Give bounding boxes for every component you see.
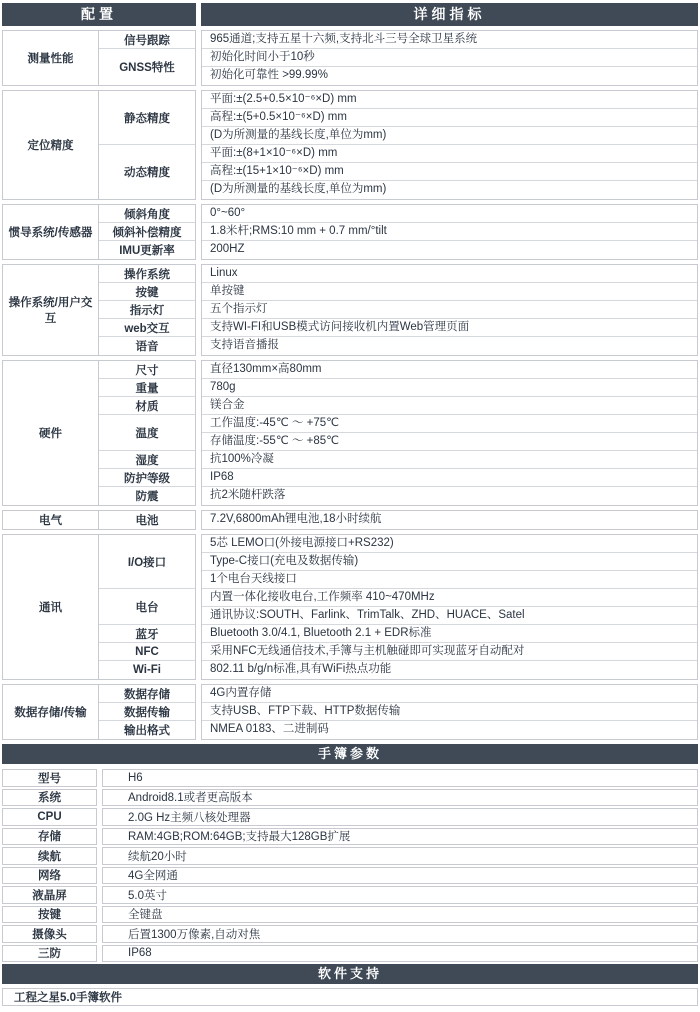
- spec-group-left: [2, 360, 196, 506]
- spec-value-cell: 5芯 LEMO口(外接电源接口+RS232): [202, 535, 697, 553]
- param-label-cell: 系统: [2, 789, 97, 807]
- sub-item-column: [99, 535, 195, 679]
- spec-value-cell: 抗100%冷凝: [202, 451, 697, 469]
- param-row: [2, 828, 698, 846]
- spec-value-cell: 直径130mm×高80mm: [202, 361, 697, 379]
- spec-value-cell: 通讯协议:SOUTH、Farlink、TrimTalk、ZHD、HUACE、Satel: [202, 607, 697, 625]
- spec-value-cell: 7.2V,6800mAh锂电池,18小时续航: [210, 513, 382, 525]
- spec-value-cell: 1.8米杆;RMS:10 mm + 0.7 mm/°tilt: [202, 223, 697, 241]
- sub-item-column: [99, 31, 195, 85]
- spec-label-cell: 防震: [135, 491, 159, 503]
- spec-value-cell: 高程:±(5+0.5×10⁻⁶×D) mm: [202, 109, 697, 127]
- header-config: 配置: [2, 3, 196, 26]
- controller-section-header: 手簿参数: [2, 744, 698, 764]
- param-label-cell: 液晶屏: [2, 886, 97, 904]
- param-value-cell: 2.0G Hz主频八核处理器: [102, 808, 698, 826]
- spec-label-cell: 温度: [99, 415, 195, 451]
- param-value-cell: Android8.1或者更高版本: [102, 789, 698, 807]
- spec-label-cell: 重量: [99, 379, 195, 397]
- param-label-cell: 存储: [2, 828, 97, 846]
- param-row: [2, 847, 698, 865]
- param-value-cell: H6: [102, 769, 698, 787]
- main-table-header: [2, 3, 698, 26]
- param-label-cell: 网络: [2, 867, 97, 885]
- software-item: 工程之星5.0手簿软件: [2, 988, 698, 1006]
- header-details: 详细指标: [201, 3, 698, 26]
- category-cell: 操作系统/用户交互: [3, 265, 99, 355]
- spec-group-left: [2, 30, 196, 86]
- spec-group-values: [201, 30, 698, 86]
- sub-item-column: [99, 511, 195, 529]
- spec-value-cell: NMEA 0183、二进制码: [210, 723, 329, 735]
- spec-label-cell: GNSS特性: [119, 62, 175, 74]
- spec-label-cell: 电台: [99, 589, 195, 625]
- spec-value-cell: 965通道;支持五星十六频,支持北斗三号全球卫星系统: [202, 31, 697, 49]
- sub-item-column: [99, 205, 195, 259]
- spec-value-cell: 支持WI-FI和USB模式访问接收机内置Web管理页面: [202, 319, 697, 337]
- controller-table: [2, 769, 698, 962]
- spec-group-values: [201, 684, 698, 740]
- spec-group: [2, 360, 698, 506]
- spec-value-cell: (D为所测量的基线长度,单位为mm): [202, 127, 697, 145]
- spec-group-values: [201, 264, 698, 356]
- spec-label-cell: 数据存储: [99, 685, 195, 703]
- spec-label-cell: 湿度: [99, 451, 195, 469]
- spec-value-cell: 五个指示灯: [202, 301, 697, 319]
- spec-label-cell: IMU更新率: [119, 245, 175, 257]
- category-cell: 通讯: [3, 535, 99, 679]
- spec-group-left: [2, 90, 196, 200]
- spec-value-cell: 存储温度:-55℃ ～ +85℃: [202, 433, 697, 451]
- param-row: [2, 945, 698, 963]
- spec-value-cell: 200HZ: [210, 243, 245, 255]
- spec-group: [2, 264, 698, 356]
- param-value-cell: IP68: [102, 945, 698, 963]
- param-label-cell: 三防: [2, 945, 97, 963]
- param-row: [2, 925, 698, 943]
- param-value-cell: 续航20小时: [102, 847, 698, 865]
- spec-value-cell: 平面:±(2.5+0.5×10⁻⁶×D) mm: [202, 91, 697, 109]
- spec-label-cell: web交互: [99, 319, 195, 337]
- spec-value-cell: Type-C接口(充电及数据传输): [202, 553, 697, 571]
- spec-group: [2, 204, 698, 260]
- param-row: [2, 886, 698, 904]
- spec-group-left: [2, 534, 196, 680]
- param-label-cell: 型号: [2, 769, 97, 787]
- spec-value-cell: 抗2米随杆跌落: [210, 489, 286, 501]
- spec-group-values: [201, 510, 698, 530]
- spec-label-cell: 蓝牙: [99, 625, 195, 643]
- spec-label-cell: 尺寸: [99, 361, 195, 379]
- category-cell: 定位精度: [3, 91, 99, 199]
- param-label-cell: CPU: [2, 808, 97, 826]
- spec-label-cell: 按键: [99, 283, 195, 301]
- param-row: [2, 789, 698, 807]
- spec-label-cell: 数据传输: [99, 703, 195, 721]
- spec-label-cell: 动态精度: [124, 167, 170, 179]
- spec-label-cell: 倾斜补偿精度: [99, 223, 195, 241]
- param-value-cell: 4G全网通: [102, 867, 698, 885]
- spec-value-cell: 平面:±(8+1×10⁻⁶×D) mm: [202, 145, 697, 163]
- spec-value-cell: 支持USB、FTP下载、HTTP数据传输: [202, 703, 697, 721]
- spec-group: [2, 30, 698, 86]
- spec-value-cell: 高程:±(15+1×10⁻⁶×D) mm: [202, 163, 697, 181]
- spec-label-cell: NFC: [99, 643, 195, 661]
- spec-group: [2, 510, 698, 530]
- spec-value-cell: 支持语音播报: [210, 339, 279, 351]
- category-cell: 测量性能: [3, 31, 99, 85]
- spec-value-cell: 镁合金: [202, 397, 697, 415]
- param-label-cell: 摄像头: [2, 925, 97, 943]
- spec-group-values: [201, 90, 698, 200]
- spec-value-cell: 780g: [202, 379, 697, 397]
- spec-group-values: [201, 360, 698, 506]
- spec-label-cell: 静态精度: [99, 91, 195, 145]
- spec-value-cell: (D为所测量的基线长度,单位为mm): [210, 183, 387, 195]
- spec-group-left: [2, 204, 196, 260]
- spec-value-cell: 单按键: [202, 283, 697, 301]
- spec-group-left: [2, 684, 196, 740]
- spec-group-values: [201, 204, 698, 260]
- spec-value-cell: 1个电台天线接口: [202, 571, 697, 589]
- sub-item-column: [99, 91, 195, 199]
- spec-value-cell: 工作温度:-45℃ ～ +75℃: [202, 415, 697, 433]
- param-value-cell: 后置1300万像素,自动对焦: [102, 925, 698, 943]
- spec-value-cell: 采用NFC无线通信技术,手簿与主机触碰即可实现蓝牙自动配对: [202, 643, 697, 661]
- spec-group: [2, 90, 698, 200]
- spec-value-cell: 802.11 b/g/n标准,具有WiFi热点功能: [210, 663, 392, 675]
- spec-group: [2, 684, 698, 740]
- spec-value-cell: IP68: [202, 469, 697, 487]
- sub-item-column: [99, 685, 195, 739]
- category-cell: 数据存储/传输: [3, 685, 99, 739]
- sub-item-column: [99, 265, 195, 355]
- spec-label-cell: 操作系统: [99, 265, 195, 283]
- spec-group-left: [2, 264, 196, 356]
- param-row: [2, 769, 698, 787]
- spec-value-cell: 初始化时间小于10秒: [202, 49, 697, 67]
- spec-label-cell: I/O接口: [99, 535, 195, 589]
- param-label-cell: 按键: [2, 906, 97, 924]
- spec-value-cell: Bluetooth 3.0/4.1, Bluetooth 2.1 + EDR标准: [202, 625, 697, 643]
- spec-group-values: [201, 534, 698, 680]
- spec-value-cell: Linux: [202, 265, 697, 283]
- software-section-header: 软件支持: [2, 964, 698, 984]
- param-row: [2, 808, 698, 826]
- software-table: [2, 988, 698, 1006]
- param-value-cell: RAM:4GB;ROM:64GB;支持最大128GB扩展: [102, 828, 698, 846]
- spec-label-cell: 电池: [135, 515, 159, 527]
- spec-group: [2, 534, 698, 680]
- spec-label-cell: 防护等级: [99, 469, 195, 487]
- spec-value-cell: 0°~60°: [202, 205, 697, 223]
- spec-label-cell: 材质: [99, 397, 195, 415]
- param-label-cell: 续航: [2, 847, 97, 865]
- param-value-cell: 全键盘: [102, 906, 698, 924]
- sub-item-column: [99, 361, 195, 505]
- category-cell: 硬件: [3, 361, 99, 505]
- spec-table-body: [2, 30, 698, 740]
- param-value-cell: 5.0英寸: [102, 886, 698, 904]
- spec-label-cell: 语音: [135, 341, 159, 353]
- category-cell: 电气: [3, 511, 99, 529]
- spec-label-cell: 指示灯: [99, 301, 195, 319]
- spec-label-cell: 倾斜角度: [99, 205, 195, 223]
- spec-value-cell: 初始化可靠性 >99.99%: [210, 69, 328, 81]
- spec-label-cell: 信号跟踪: [99, 31, 195, 49]
- spec-label-cell: 输出格式: [124, 725, 170, 737]
- param-row: [2, 906, 698, 924]
- spec-value-cell: 4G内置存储: [202, 685, 697, 703]
- spec-label-cell: Wi-Fi: [133, 664, 161, 676]
- param-row: [2, 867, 698, 885]
- spec-group-left: [2, 510, 196, 530]
- spec-value-cell: 内置一体化接收电台,工作频率 410~470MHz: [202, 589, 697, 607]
- category-cell: 惯导系统/传感器: [3, 205, 99, 259]
